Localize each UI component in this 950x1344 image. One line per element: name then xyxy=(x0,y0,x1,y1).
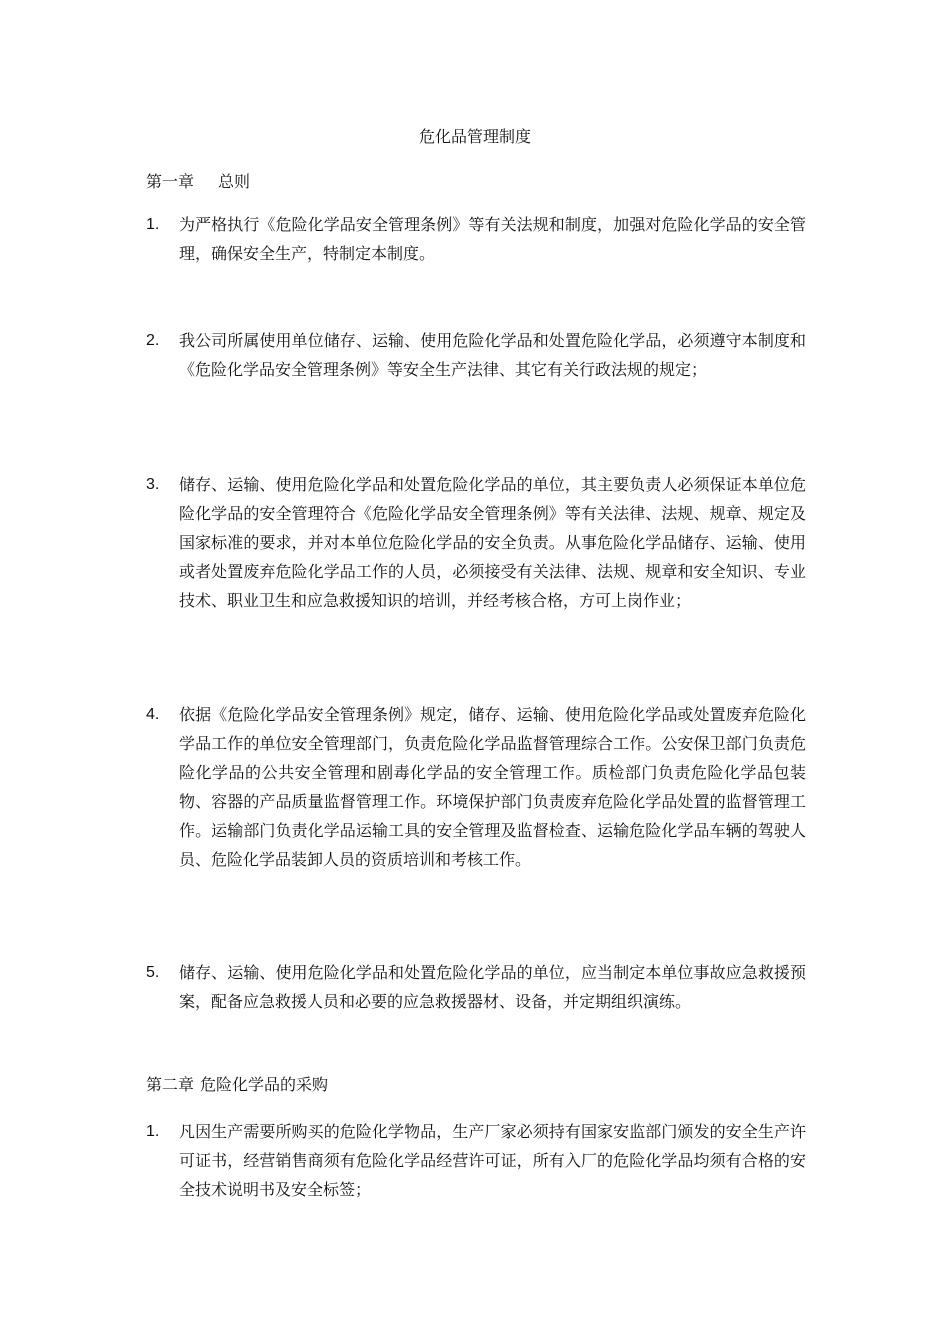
chapter-name: 总则 xyxy=(218,172,251,191)
item-number: 1. xyxy=(146,216,160,233)
item-text: 依据《危险化学品安全管理条例》规定，储存、运输、使用危险化学品或处置废弃危险化学品工作的单位安全管理部门，负责危险化学品监督管理综合工作。公安保卫部门负责危险化学品的公共安全管理和剧毒化学品的安全管理工作。质检部门负责危险化学品包装物、容器的产品质量监督管理工作。环境保护部门负责废弃危险化学品处置的监督管理工作。运输部门负责化学品运输工具的安全管理及监督检查、运输危险化学品车辆的驾驶人员、危险化学品装卸人员的资质培训和考核工作。 xyxy=(179,705,806,869)
item-number: 5. xyxy=(146,964,160,981)
chapter-label: 第二章 xyxy=(146,1075,195,1094)
item-number: 1. xyxy=(146,1123,160,1140)
item-text: 储存、运输、使用危险化学品和处置危险化学品的单位，其主要负责人必须保证本单位危险化学品的安全管理符合《危险化学品安全管理条例》等有关法律、法规、规章、规定及国家标准的要求，并对本单位危险化学品的安全负责。从事危险化学品储存、运输、使用或者处置废弃危险化学品工作的人员，必须接受有关法律、法规、规章和安全知识、专业技术、职业卫生和应急救援知识的培训，并经考核合格，方可上岗作业； xyxy=(179,475,806,610)
list-item xyxy=(146,958,806,1016)
item-text: 储存、运输、使用危险化学品和处置危险化学品的单位，应当制定本单位事故应急救援预案，配备应急救援人员和必要的应急救援器材、设备，并定期组织演练。 xyxy=(179,963,806,1011)
list-item xyxy=(146,700,806,874)
chapter-label: 第一章 xyxy=(146,172,195,191)
item-text: 凡因生产需要所购买的危险化学物品，生产厂家必须持有国家安监部门颁发的安全生产许可证书，经营销售商须有危险化学品经营许可证，所有入厂的危险化学品均须有合格的安全技术说明书及安全标签； xyxy=(179,1122,806,1199)
list-item xyxy=(146,1117,806,1204)
chapter-heading-2 xyxy=(146,1073,328,1097)
chapter-heading-1 xyxy=(146,170,250,194)
list-item xyxy=(146,326,806,384)
item-number: 4. xyxy=(146,706,160,723)
item-text: 我公司所属使用单位储存、运输、使用危险化学品和处置危险化学品，必须遵守本制度和《危险化学品安全管理条例》等安全生产法律、其它有关行政法规的规定； xyxy=(179,331,806,379)
list-item xyxy=(146,210,806,268)
chapter-name: 危险化学品的采购 xyxy=(200,1075,329,1094)
list-item xyxy=(146,470,806,615)
item-number: 2. xyxy=(146,332,160,349)
item-text: 为严格执行《危险化学品安全管理条例》等有关法规和制度，加强对危险化学品的安全管理，确保安全生产，特制定本制度。 xyxy=(179,215,806,263)
item-number: 3. xyxy=(146,476,160,493)
document-title: 危化品管理制度 xyxy=(418,127,531,146)
